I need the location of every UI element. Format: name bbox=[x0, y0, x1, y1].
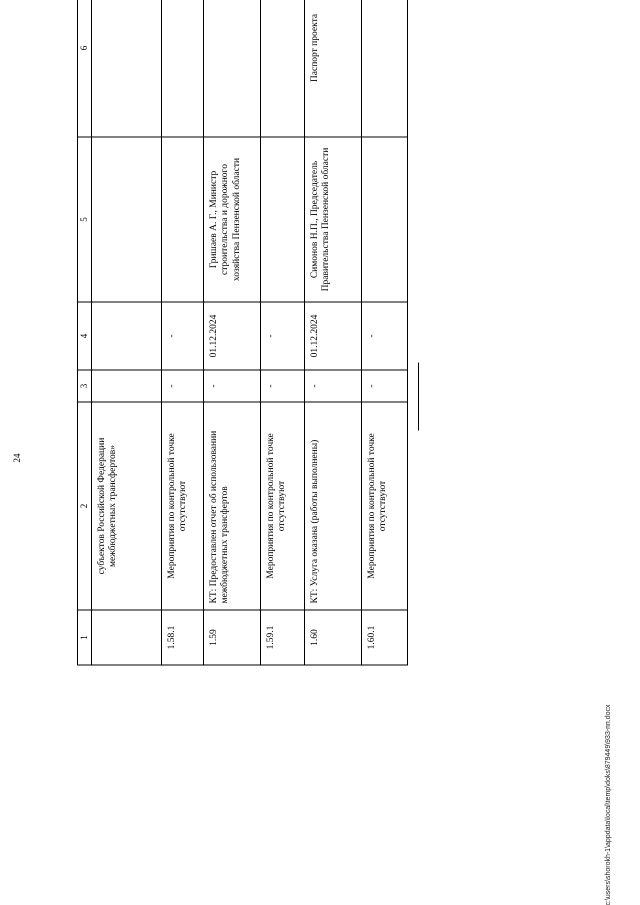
table-cell: - bbox=[361, 370, 407, 402]
table-cell bbox=[260, 137, 304, 302]
table-cell bbox=[260, 0, 304, 137]
table-cell: Мероприятия по контрольной точке отсутствуют bbox=[260, 402, 304, 610]
table-row bbox=[304, 0, 361, 665]
table-row bbox=[161, 0, 203, 665]
header-cell: 1 bbox=[78, 610, 92, 665]
table-row bbox=[91, 0, 161, 665]
table-cell: Паспорт проекта bbox=[304, 0, 361, 137]
header-cell: 4 bbox=[78, 302, 92, 370]
header-cell: 2 bbox=[78, 402, 92, 610]
table-cell bbox=[91, 0, 161, 137]
table-cell bbox=[161, 0, 203, 137]
table-cell: Симонов Н.П., Председатель Правительства Пензенской области bbox=[304, 137, 361, 302]
header-cell: 5 bbox=[78, 137, 92, 302]
table-cell bbox=[361, 0, 407, 137]
table-cell bbox=[361, 137, 407, 302]
table-row bbox=[203, 0, 260, 665]
table-cell: - bbox=[260, 370, 304, 402]
table-cell: 01.12.2024 bbox=[304, 302, 361, 370]
table-cell: - bbox=[161, 302, 203, 370]
table-cell: Гришаев А. Г., Министр строительства и дорожного хозяйства Пензенской области bbox=[203, 137, 260, 302]
header-cell: 3 bbox=[78, 370, 92, 402]
table-cell: - bbox=[161, 370, 203, 402]
table-cell: Мероприятия по контрольной точке отсутствуют bbox=[361, 402, 407, 610]
table-cell: 1.59 bbox=[203, 610, 260, 665]
signature-line bbox=[418, 362, 419, 430]
table-row bbox=[361, 0, 407, 665]
page-number: 24 bbox=[12, 453, 22, 462]
table-cell bbox=[91, 610, 161, 665]
table-cell: 1.60.1 bbox=[361, 610, 407, 665]
table-cell: 1.60 bbox=[304, 610, 361, 665]
table-row bbox=[260, 0, 304, 665]
table-cell: - bbox=[203, 370, 260, 402]
table-cell: 01.12.2024 bbox=[203, 302, 260, 370]
table-cell: 1.59.1 bbox=[260, 610, 304, 665]
table-cell: - bbox=[304, 370, 361, 402]
table-cell bbox=[203, 0, 260, 137]
table-cell: - bbox=[260, 302, 304, 370]
table-header-row bbox=[78, 0, 92, 665]
table-cell: субъектов Российской Федерации межбюджетных трансфертов» bbox=[91, 402, 161, 610]
table-cell: Мероприятия по контрольной точке отсутствуют bbox=[161, 402, 203, 610]
table-cell: - bbox=[361, 302, 407, 370]
table-cell: 1.58.1 bbox=[161, 610, 203, 665]
table-cell bbox=[91, 302, 161, 370]
table-cell bbox=[91, 137, 161, 302]
table-cell: КТ: Предоставлен отчет об использовании межбюджетных трансфертов bbox=[203, 402, 260, 610]
header-cell: 6 bbox=[78, 0, 92, 137]
table-cell bbox=[91, 370, 161, 402]
table-cell bbox=[161, 137, 203, 302]
file-path-footer: c:\users\shorokh-1\appdata\local\temp\doks\879449\933-пп.docx bbox=[605, 704, 612, 905]
table-cell: КТ: Услуга оказана (работы выполнены) bbox=[304, 402, 361, 610]
document-table bbox=[77, 0, 408, 665]
